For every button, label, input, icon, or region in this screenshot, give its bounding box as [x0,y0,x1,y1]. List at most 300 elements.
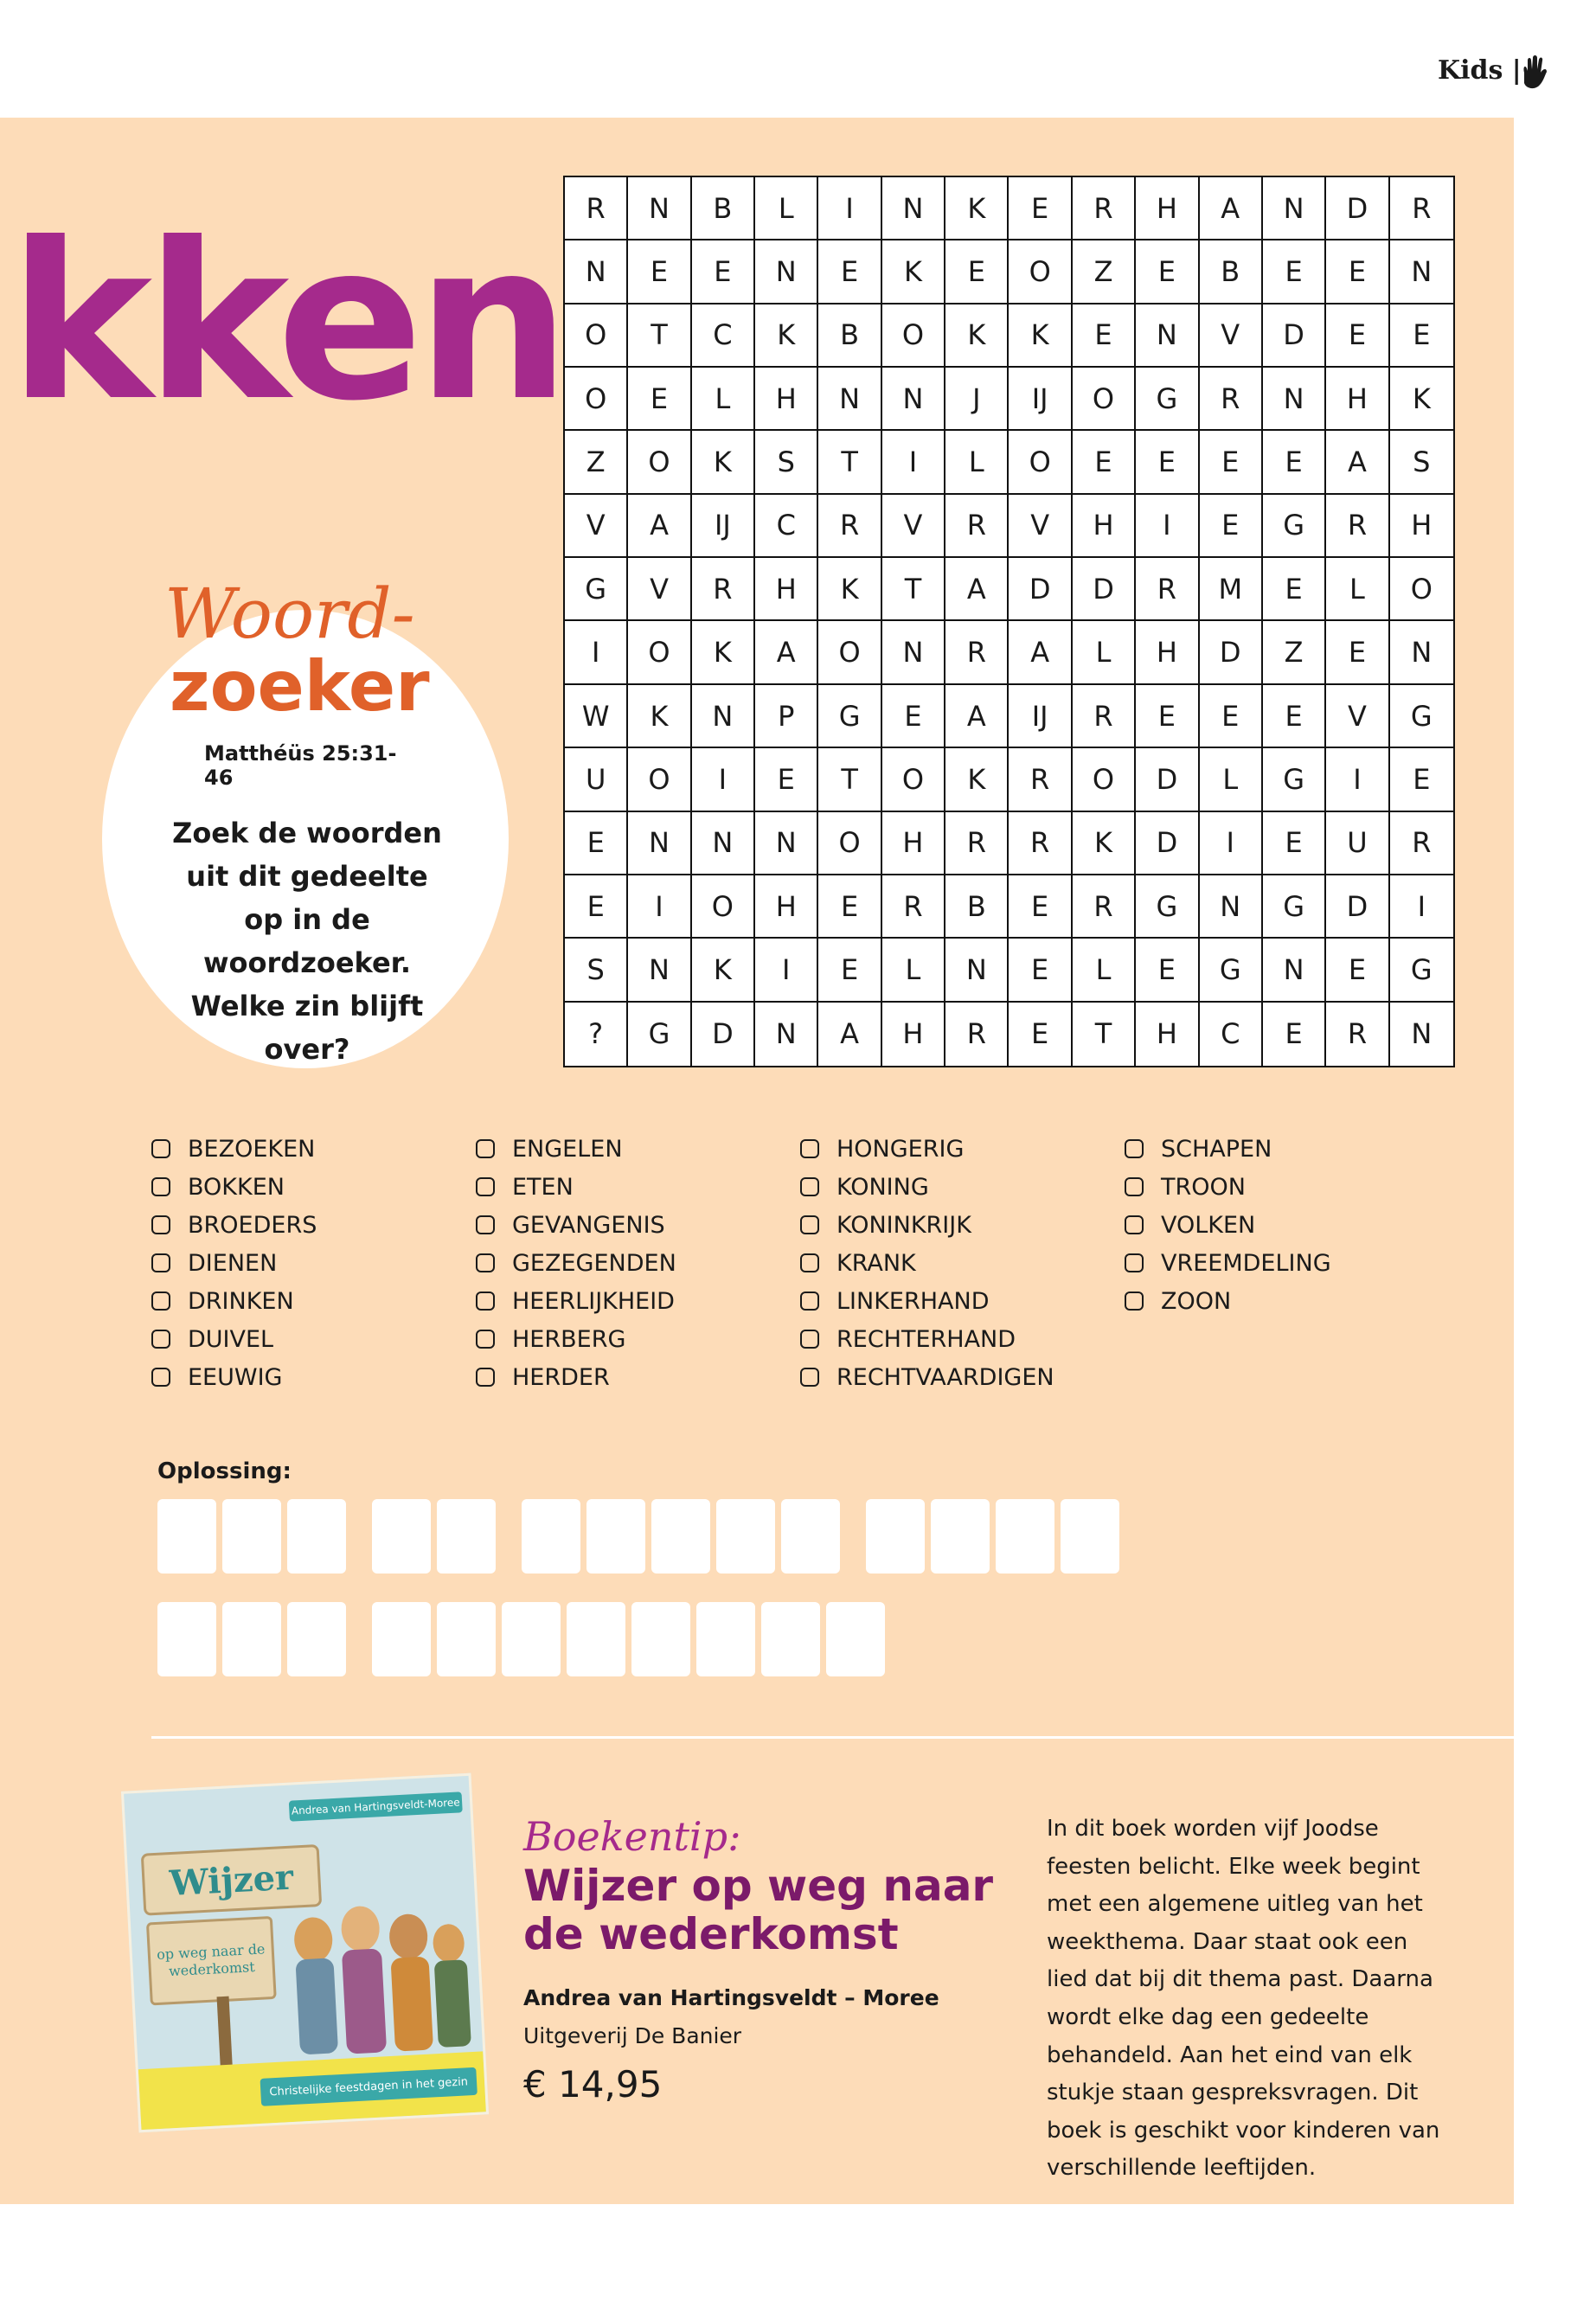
word-label: ENGELEN [512,1135,623,1163]
grid-cell[interactable]: G [628,1003,691,1066]
grid-cell[interactable]: K [818,558,881,621]
word-item[interactable] [476,1358,676,1396]
word-item[interactable] [476,1244,676,1282]
solution-box[interactable] [761,1602,820,1676]
word-item[interactable] [151,1206,317,1244]
grid-cell[interactable]: I [565,621,628,684]
solution-box[interactable] [287,1499,346,1574]
grid-cell[interactable]: C [692,304,755,368]
checkbox-icon[interactable] [476,1292,495,1311]
grid-cell[interactable]: G [1390,939,1453,1002]
grid-cell[interactable]: A [1326,431,1389,494]
solution-box[interactable] [716,1499,775,1574]
solution-box[interactable] [222,1499,281,1574]
grid-cell[interactable]: E [1200,495,1263,558]
grid-cell[interactable]: N [692,685,755,748]
grid-cell[interactable]: L [1073,621,1136,684]
grid-cell[interactable]: R [565,177,628,240]
grid-cell[interactable]: N [818,368,881,431]
grid-cell[interactable]: N [1390,240,1453,304]
grid-cell[interactable]: O [628,621,691,684]
booktip-script-label: Boekentip: [523,1813,741,1860]
solution-box[interactable] [651,1499,710,1574]
solution-box[interactable] [502,1602,561,1676]
grid-cell[interactable]: G [1263,748,1326,811]
grid-cell[interactable]: V [1200,304,1263,368]
word-label: HEERLIJKHEID [512,1287,675,1315]
grid-cell[interactable]: M [1200,558,1263,621]
grid-cell[interactable]: H [755,875,818,939]
checkbox-icon[interactable] [151,1368,170,1387]
grid-cell[interactable]: D [1136,812,1199,875]
grid-cell[interactable]: E [1263,812,1326,875]
solution-box[interactable] [631,1602,690,1676]
grid-cell[interactable]: T [818,431,881,494]
grid-cell[interactable]: I [818,177,881,240]
word-label: KRANK [836,1249,916,1277]
grid-cell[interactable]: E [1326,240,1389,304]
word-list [151,1130,1362,1415]
grid-cell[interactable]: E [1263,240,1326,304]
grid-cell[interactable]: H [882,812,945,875]
grid-cell[interactable]: G [1263,875,1326,939]
grid-cell[interactable]: E [818,240,881,304]
grid-cell[interactable]: A [1200,177,1263,240]
grid-cell[interactable]: R [1326,495,1389,558]
word-item[interactable] [151,1168,317,1206]
word-item[interactable] [151,1282,317,1320]
checkbox-icon[interactable] [1125,1215,1144,1234]
checkbox-icon[interactable] [1125,1177,1144,1196]
word-column [1125,1130,1331,1320]
grid-cell[interactable]: L [755,177,818,240]
grid-cell[interactable]: G [1136,368,1199,431]
grid-cell[interactable]: B [692,177,755,240]
grid-cell[interactable]: Z [1263,621,1326,684]
grid-cell[interactable]: S [1390,431,1453,494]
grid-cell[interactable]: N [628,177,691,240]
grid-cell[interactable]: Z [1073,240,1136,304]
book-author: Andrea van Hartingsveldt – Moree [523,1985,939,2010]
grid-cell[interactable]: G [565,558,628,621]
solution-box[interactable] [157,1499,216,1574]
word-label: HERBERG [512,1325,626,1353]
checkbox-icon[interactable] [1125,1139,1144,1158]
grid-cell[interactable]: B [1200,240,1263,304]
word-item[interactable] [800,1244,1054,1282]
word-label: BROEDERS [188,1211,317,1239]
book-publisher: Uitgeverij De Banier [523,2023,742,2048]
grid-cell[interactable]: N [692,812,755,875]
grid-cell[interactable]: N [628,939,691,1002]
grid-cell[interactable]: R [945,495,1009,558]
grid-cell[interactable]: L [1326,558,1389,621]
grid-cell[interactable]: B [945,875,1009,939]
grid-cell[interactable]: E [945,240,1009,304]
grid-cell[interactable]: N [565,240,628,304]
grid-cell[interactable]: C [1200,1003,1263,1066]
solution-box[interactable] [931,1499,990,1574]
checkbox-icon[interactable] [476,1215,495,1234]
grid-cell[interactable]: N [1411,1017,1433,1051]
solution-box[interactable] [586,1499,645,1574]
grid-cell[interactable]: T [818,748,881,811]
grid-cell[interactable]: K [692,431,755,494]
grid-cell[interactable]: T [882,558,945,621]
word-item[interactable] [476,1206,676,1244]
grid-cell[interactable]: N [755,240,818,304]
grid-cell[interactable]: E [1326,939,1389,1002]
word-label: BOKKEN [188,1173,285,1201]
grid-cell[interactable]: R [1200,368,1263,431]
checkbox-icon[interactable] [800,1215,819,1234]
word-label: SCHAPEN [1161,1135,1272,1163]
word-item[interactable] [800,1320,1054,1358]
grid-cell[interactable]: O [818,812,881,875]
word-item[interactable] [800,1358,1054,1396]
grid-cell[interactable]: O [1009,240,1072,304]
word-item[interactable] [476,1130,676,1168]
checkbox-icon[interactable] [800,1368,819,1387]
grid-cell[interactable]: R [1073,685,1136,748]
grid-cell[interactable]: R [818,495,881,558]
grid-cell[interactable]: E [1263,431,1326,494]
grid-cell[interactable]: W [565,685,628,748]
grid-cell[interactable]: L [1200,748,1263,811]
grid-cell[interactable]: D [1263,304,1326,368]
grid-cell[interactable]: V [1326,685,1389,748]
grid-cell[interactable]: H [1136,177,1199,240]
grid-cell[interactable]: D [1073,558,1136,621]
grid-cell[interactable]: E [818,939,881,1002]
word-label: GEZEGENDEN [512,1249,676,1277]
grid-cell[interactable]: O [565,368,628,431]
checkbox-icon[interactable] [151,1330,170,1349]
word-item[interactable] [800,1282,1054,1320]
grid-cell[interactable]: A [818,1003,881,1066]
grid-cell[interactable]: N [1263,939,1326,1002]
grid-cell[interactable]: V [565,495,628,558]
grid-cell[interactable]: N [1200,875,1263,939]
grid-cell[interactable]: B [818,304,881,368]
grid-cell[interactable]: E [1136,431,1199,494]
grid-cell[interactable]: E [1009,1003,1072,1066]
word-item[interactable] [1125,1282,1331,1320]
grid-cell[interactable]: K [755,304,818,368]
grid-cell[interactable]: G [818,685,881,748]
word-item[interactable] [151,1358,317,1396]
grid-cell[interactable]: H [1390,495,1453,558]
grid-cell[interactable]: H [882,1003,945,1066]
grid-cell[interactable]: O [1073,748,1136,811]
grid-cell[interactable]: E [1390,304,1453,368]
solution-box[interactable] [372,1602,431,1676]
grid-cell[interactable]: E [628,240,691,304]
grid-cell[interactable]: R [692,558,755,621]
grid-cell[interactable]: L [692,368,755,431]
grid-cell[interactable]: E [755,748,818,811]
solution-box[interactable] [996,1499,1054,1574]
word-item[interactable] [151,1320,317,1358]
grid-cell[interactable]: E [692,240,755,304]
grid-cell[interactable]: K [692,939,755,1002]
grid-cell[interactable]: IJ [1009,368,1072,431]
grid-cell[interactable]: R [1326,1003,1389,1066]
checkbox-icon[interactable] [476,1177,495,1196]
grid-cell[interactable]: K [1390,368,1453,431]
grid-cell[interactable]: L [1073,939,1136,1002]
grid-cell[interactable]: R [945,812,1009,875]
grid-cell[interactable]: T [1073,1003,1136,1066]
word-item[interactable] [1125,1244,1331,1282]
grid-cell[interactable]: S [565,939,628,1002]
solution-box[interactable] [372,1499,431,1574]
grid-cell[interactable]: O [882,304,945,368]
word-item[interactable] [800,1130,1054,1168]
grid-cell[interactable]: C [755,495,818,558]
word-label: TROON [1161,1173,1246,1201]
word-item[interactable] [1125,1130,1331,1168]
grid-cell[interactable]: K [882,240,945,304]
grid-cell[interactable]: G [1263,495,1326,558]
grid-cell[interactable]: I [755,939,818,1002]
grid-cell[interactable]: R [1009,812,1072,875]
grid-cell[interactable]: N [882,177,945,240]
word-label: ETEN [512,1173,574,1201]
solution-box[interactable] [781,1499,840,1574]
grid-cell[interactable]: I [692,748,755,811]
solution-box[interactable] [522,1499,580,1574]
grid-cell[interactable]: I [1326,748,1389,811]
grid-cell[interactable]: D [692,1003,755,1066]
grid-cell[interactable]: Z [565,431,628,494]
grid-cell[interactable]: O [628,431,691,494]
grid-cell[interactable]: N [1136,304,1199,368]
checkbox-icon[interactable] [800,1330,819,1349]
grid-cell[interactable]: O [818,621,881,684]
grid-cell[interactable]: O [628,748,691,811]
word-label: KONING [836,1173,929,1201]
book-cover-banner: Christelijke feestdagen in het gezin [260,2067,478,2106]
grid-cell[interactable]: J [945,368,1009,431]
grid-cell[interactable]: S [755,431,818,494]
grid-cell[interactable]: O [1073,368,1136,431]
grid-cell[interactable]: D [1200,621,1263,684]
grid-cell[interactable]: H [1136,621,1199,684]
grid-cell[interactable]: D [1009,558,1072,621]
grid-cell[interactable]: N [882,368,945,431]
grid-cell[interactable]: K [945,177,1009,240]
grid-cell[interactable]: D [1326,177,1389,240]
grid-cell[interactable]: E [1136,240,1199,304]
grid-cell[interactable]: A [628,495,691,558]
solution-box[interactable] [157,1602,216,1676]
book-cover-author-strip: Andrea van Hartingsveldt-Moree [289,1791,463,1821]
grid-cell[interactable]: I [882,431,945,494]
grid-cell[interactable]: E [1009,177,1072,240]
grid-cell[interactable]: N [882,621,945,684]
grid-cell[interactable]: H [755,368,818,431]
word-item[interactable] [800,1206,1054,1244]
grid-cell[interactable]: K [628,685,691,748]
checkbox-icon[interactable] [476,1330,495,1349]
grid-cell[interactable]: E [1200,685,1263,748]
word-item[interactable] [476,1320,676,1358]
grid-cell[interactable]: L [945,431,1009,494]
grid-cell[interactable]: O [692,875,755,939]
grid-cell[interactable]: N [1390,621,1453,684]
word-column [476,1130,676,1396]
grid-cell[interactable]: E [565,875,628,939]
grid-cell[interactable]: N [755,1003,818,1066]
word-item[interactable] [151,1130,317,1168]
solution-box[interactable] [222,1602,281,1676]
word-item[interactable] [476,1168,676,1206]
grid-cell[interactable]: V [882,495,945,558]
grid-cell[interactable]: I [628,875,691,939]
word-item[interactable] [476,1282,676,1320]
grid-cell[interactable]: O [882,748,945,811]
checkbox-icon[interactable] [151,1177,170,1196]
solution-box[interactable] [826,1602,885,1676]
grid-cell[interactable]: K [1073,812,1136,875]
word-item[interactable] [1125,1206,1331,1244]
grid-cell[interactable]: I [1136,495,1199,558]
grid-cell[interactable]: E [565,812,628,875]
grid-cell[interactable]: E [1263,1003,1326,1066]
grid-cell[interactable]: I [1200,812,1263,875]
grid-cell[interactable]: E [818,875,881,939]
solution-box[interactable] [866,1499,925,1574]
checkbox-icon[interactable] [151,1139,170,1158]
grid-cell[interactable]: R [1073,177,1136,240]
grid-cell[interactable]: R [945,621,1009,684]
grid-cell[interactable]: U [1326,812,1389,875]
grid-cell[interactable]: N [945,939,1009,1002]
grid-cell[interactable]: K [945,748,1009,811]
grid-cell[interactable]: K [1009,304,1072,368]
grid-cell[interactable]: A [945,558,1009,621]
grid-cell[interactable]: E [1009,939,1072,1002]
checkbox-icon[interactable] [151,1292,170,1311]
solution-box[interactable] [1061,1499,1119,1574]
grid-cell[interactable]: O [1390,558,1453,621]
grid-cell[interactable]: H [1136,1003,1199,1066]
checkbox-icon[interactable] [800,1177,819,1196]
solution-box[interactable] [567,1602,625,1676]
grid-cell[interactable]: K [692,621,755,684]
word-search-grid [563,176,1455,1067]
instruction-text: Zoek de woorden uit dit gedeelte op in de woordzoeker. Welke zin blijft over? [172,817,442,1066]
grid-cell[interactable]: G [1200,939,1263,1002]
grid-cell[interactable]: N [1263,177,1326,240]
solution-box[interactable] [287,1602,346,1676]
checkbox-icon[interactable] [476,1368,495,1387]
grid-cell[interactable]: R [1009,748,1072,811]
grid-cell[interactable]: E [1009,875,1072,939]
grid-cell[interactable]: P [755,685,818,748]
grid-cell[interactable]: N [1263,368,1326,431]
grid-cell[interactable]: O [565,304,628,368]
word-item[interactable] [151,1244,317,1282]
grid-cell[interactable]: R [1136,558,1199,621]
checkbox-icon[interactable] [151,1253,170,1272]
grid-cell[interactable]: E [1326,304,1389,368]
grid-cell[interactable]: A [945,685,1009,748]
grid-cell[interactable]: G [1390,685,1453,748]
grid-cell[interactable]: E [1073,304,1136,368]
hand-icon [1516,54,1554,92]
grid-cell[interactable]: E [628,368,691,431]
checkbox-icon[interactable] [800,1139,819,1158]
grid-cell[interactable]: G [1136,875,1199,939]
grid-cell[interactable]: R [945,1003,1009,1066]
woordzoeker-script-label: Woord- [164,574,415,654]
grid-cell[interactable]: R [882,875,945,939]
grid-cell[interactable]: E [1073,431,1136,494]
grid-cell[interactable]: H [1073,495,1136,558]
grid-cell[interactable]: V [1009,495,1072,558]
checkbox-icon[interactable] [1125,1292,1144,1311]
word-label: BEZOEKEN [188,1135,316,1163]
grid-cell[interactable]: I [1390,875,1453,939]
grid-cell[interactable]: E [1136,939,1199,1002]
grid-cell[interactable]: E [1263,558,1326,621]
checkbox-icon[interactable] [476,1253,495,1272]
grid-cell[interactable]: T [628,304,691,368]
grid-cell[interactable]: D [1326,875,1389,939]
grid-cell[interactable]: E [882,685,945,748]
word-label: HONGERIG [836,1135,965,1163]
solution-box[interactable] [696,1602,755,1676]
grid-cell[interactable]: H [1326,368,1389,431]
grid-cell[interactable]: N [755,812,818,875]
grid-cell[interactable]: E [1390,748,1453,811]
word-item[interactable] [800,1168,1054,1206]
grid-cell[interactable]: IJ [1009,685,1072,748]
grid-cell[interactable]: R [1390,812,1453,875]
grid-cell[interactable]: E [1136,685,1199,748]
grid-cell[interactable]: E [1200,431,1263,494]
checkbox-icon[interactable] [1125,1253,1144,1272]
grid-cell[interactable]: A [755,621,818,684]
solution-box[interactable] [437,1499,496,1574]
grid-cell[interactable]: E [1263,685,1326,748]
grid-cell[interactable]: L [882,939,945,1002]
grid-cell[interactable]: ? [565,1003,628,1066]
checkbox-icon[interactable] [800,1292,819,1311]
solution-box[interactable] [437,1602,496,1676]
checkbox-icon[interactable] [800,1253,819,1272]
grid-cell[interactable]: E [1326,621,1389,684]
grid-cell[interactable]: O [1009,431,1072,494]
divider [151,1736,1514,1739]
grid-cell[interactable]: D [1136,748,1199,811]
grid-cell[interactable]: A [1009,621,1072,684]
checkbox-icon[interactable] [151,1215,170,1234]
word-item[interactable] [1125,1168,1331,1206]
grid-cell[interactable]: V [628,558,691,621]
grid-cell[interactable]: R [1073,875,1136,939]
word-label: DIENEN [188,1249,278,1277]
grid-cell[interactable]: U [565,748,628,811]
grid-cell[interactable]: K [945,304,1009,368]
grid-cell[interactable]: IJ [692,495,755,558]
grid-cell[interactable]: R [1390,177,1453,240]
grid-cell[interactable]: H [755,558,818,621]
grid-cell[interactable]: N [628,812,691,875]
checkbox-icon[interactable] [476,1139,495,1158]
